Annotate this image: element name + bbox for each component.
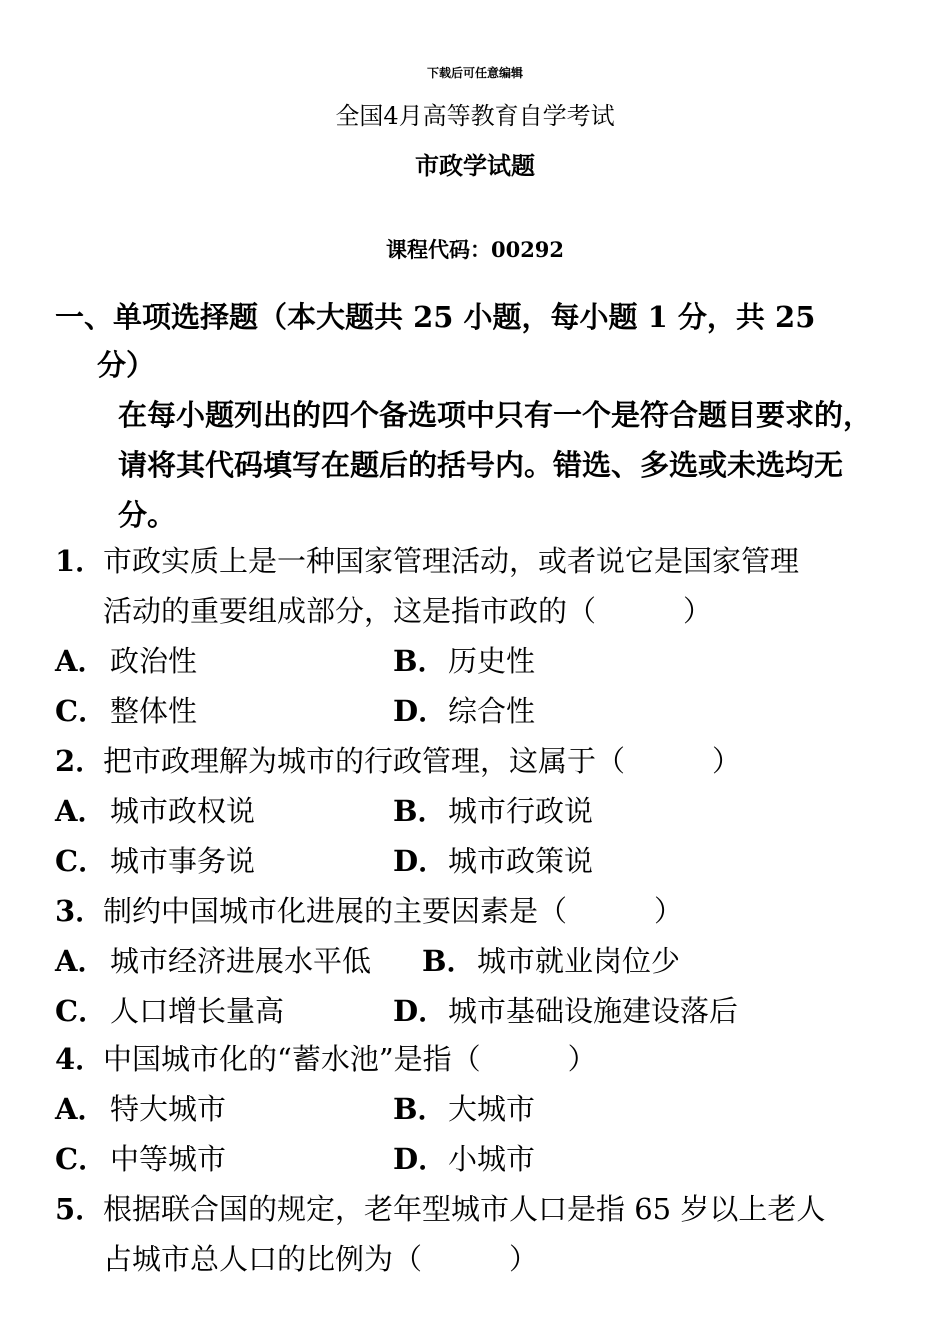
question-number: 1． — [55, 544, 105, 578]
question-2 — [55, 736, 741, 786]
option-letter: B． — [393, 1092, 447, 1126]
option-letter: B． — [422, 944, 476, 978]
option-letter: A． — [55, 944, 107, 978]
option-letter: D． — [393, 1142, 448, 1176]
option-text: 人口增长量高 — [110, 994, 285, 1028]
exam-title: 全国4月高等教育自学考试 — [335, 102, 615, 130]
question-text-line1: 市政实质上是一种国家管理活动，或者说它是国家管理 — [103, 544, 800, 578]
question-text-line1: 中国城市化的“蓄水池”是指（ ） — [103, 1042, 597, 1076]
section-heading-line2: 分） — [97, 348, 156, 382]
option-letter: A． — [55, 644, 107, 678]
option-text: 综合性 — [448, 694, 536, 728]
question-number: 4． — [55, 1042, 105, 1076]
section-instructions: 在每小题列出的四个备选项中只有一个是符合题目要求的，请将其代码填写在题后的括号内。错选、多选或未选均无分。 — [118, 398, 873, 532]
question-number: 2． — [55, 744, 105, 778]
option-c — [55, 1134, 226, 1184]
option-letter: C． — [55, 994, 108, 1028]
question-text-line1: 根据联合国的规定，老年型城市人口是指 65 岁以上老人 — [103, 1192, 826, 1226]
option-a — [55, 786, 255, 836]
option-text: 整体性 — [110, 694, 198, 728]
option-text: 城市政策说 — [448, 844, 594, 878]
option-d — [393, 986, 738, 1036]
option-text: 城市政权说 — [110, 794, 256, 828]
question-number: 5． — [55, 1192, 105, 1226]
option-letter: D． — [393, 694, 448, 728]
exam-subtitle: 市政学试题 — [415, 151, 535, 180]
option-text: 城市事务说 — [110, 844, 256, 878]
question-5 — [55, 1184, 825, 1284]
option-letter: B． — [393, 794, 447, 828]
section-heading — [55, 293, 897, 389]
option-text: 城市基础设施建设落后 — [448, 994, 739, 1028]
option-text: 城市经济进展水平低 — [110, 944, 372, 978]
option-text: 城市就业岗位少 — [477, 944, 681, 978]
option-c — [55, 986, 284, 1036]
option-letter: C． — [55, 694, 108, 728]
option-c — [55, 686, 197, 736]
option-b — [393, 636, 535, 686]
option-b — [422, 936, 680, 986]
option-text: 城市行政说 — [448, 794, 594, 828]
option-a — [55, 636, 197, 686]
option-letter: B． — [393, 644, 447, 678]
question-text-line2: 占城市总人口的比例为（ ） — [103, 1242, 539, 1276]
option-letter: A． — [55, 1092, 107, 1126]
option-letter: C． — [55, 844, 108, 878]
option-a — [55, 936, 371, 986]
option-letter: D． — [393, 994, 448, 1028]
option-text: 特大城市 — [110, 1092, 227, 1126]
option-letter: C． — [55, 1142, 108, 1176]
option-a — [55, 1084, 226, 1134]
option-text: 大城市 — [448, 1092, 536, 1126]
question-text-line2: 活动的重要组成部分，这是指市政的（ ） — [103, 594, 713, 628]
option-letter: D． — [393, 844, 448, 878]
question-3 — [55, 886, 683, 936]
question-text-line1: 把市政理解为城市的行政管理，这属于（ ） — [103, 744, 742, 778]
option-letter: A． — [55, 794, 107, 828]
option-c — [55, 836, 255, 886]
header-note: 下载后可任意编辑 — [426, 66, 523, 80]
option-text: 政治性 — [110, 644, 198, 678]
option-text: 中等城市 — [110, 1142, 227, 1176]
option-b — [393, 786, 593, 836]
option-d — [393, 1134, 535, 1184]
course-code: 课程代码：00292 — [385, 237, 565, 262]
question-1 — [55, 536, 799, 636]
option-text: 小城市 — [448, 1142, 536, 1176]
section-heading-line1: 一、单项选择题（本大题共 25 小题，每小题 1 分，共 25 — [55, 300, 816, 334]
question-number: 3． — [55, 894, 105, 928]
option-d — [393, 836, 593, 886]
option-b — [393, 1084, 535, 1134]
question-4 — [55, 1034, 597, 1084]
question-text-line1: 制约中国城市化进展的主要因素是（ ） — [103, 894, 684, 928]
option-d — [393, 686, 535, 736]
option-text: 历史性 — [448, 644, 536, 678]
